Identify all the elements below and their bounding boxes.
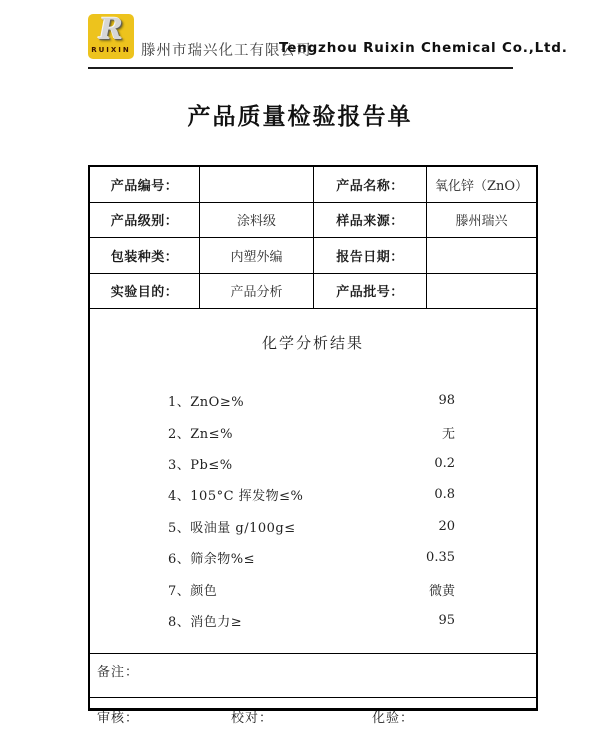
remark-label: 备注： (97, 665, 140, 680)
analysis-item-value: 98 (438, 393, 455, 409)
analysis-item (90, 385, 536, 416)
value-test-purpose: 产品分析 (200, 274, 314, 310)
value-product-code (200, 167, 314, 203)
label-sample-source: 样品来源： (314, 203, 427, 239)
proofread-label: 校对： (231, 711, 274, 726)
info-grid (90, 167, 536, 309)
analysis-item (90, 448, 536, 479)
label-package-type: 包装种类： (90, 238, 200, 274)
analysis-section (90, 332, 536, 654)
value-batch-number (427, 274, 536, 310)
label-product-code: 产品编号： (90, 167, 200, 203)
analysis-item-value: 无 (441, 426, 455, 442)
analysis-item-value: 0.35 (426, 550, 455, 566)
analysis-item-label: 1、ZnO≥% (168, 395, 245, 411)
company-logo (88, 14, 134, 59)
value-sample-source: 滕州瑞兴 (427, 203, 536, 239)
company-name-cn: 滕州市瑞兴化工有限公司 (141, 43, 312, 59)
analysis-item-value: 20 (438, 518, 455, 534)
analysis-item (90, 573, 536, 604)
value-product-name: 氧化锌（ZnO） (427, 167, 536, 203)
label-batch-number: 产品批号： (314, 274, 427, 310)
value-package-type: 内塑外编 (200, 238, 314, 274)
analysis-item-value: 0.8 (434, 487, 455, 503)
label-test-purpose: 实验目的： (90, 274, 200, 310)
analysis-item-value: 微黄 (428, 583, 455, 599)
analysis-item-label: 4、105°C 挥发物≤% (168, 489, 304, 505)
analysis-item-value: 0.2 (434, 455, 455, 471)
signature-row (90, 698, 536, 732)
page-title: 产品质量检验报告单 (187, 104, 413, 130)
analysis-item-label: 2、Zn≤% (168, 426, 233, 442)
analysis-item-label: 6、筛余物%≤ (168, 552, 256, 568)
analysis-item-label: 3、Pb≤% (168, 457, 233, 473)
label-product-name: 产品名称： (314, 167, 427, 203)
analysis-section-title: 化学分析结果 (261, 334, 364, 352)
header-divider (88, 67, 513, 69)
analysis-item-label: 7、颜色 (168, 583, 218, 599)
logo-r-icon: R (98, 14, 124, 46)
value-report-date (427, 238, 536, 274)
remark-row (90, 654, 536, 698)
analysis-item (90, 479, 536, 510)
review-label: 审核： (97, 711, 140, 726)
analysis-item (90, 416, 536, 447)
value-product-grade: 涂料级 (200, 203, 314, 239)
label-product-grade: 产品级别： (90, 203, 200, 239)
report-table (88, 165, 538, 726)
analysis-items (90, 385, 536, 636)
analysis-item (90, 511, 536, 542)
analysis-item-value: 95 (438, 612, 455, 628)
assay-label: 化验： (372, 711, 415, 726)
analysis-item (90, 605, 536, 636)
analysis-item-label: 5、吸油量 g/100g≤ (168, 520, 296, 536)
logo-brand-text: RUIXIN (91, 46, 131, 54)
label-report-date: 报告日期： (314, 238, 427, 274)
analysis-item-label: 8、消色力≥ (168, 614, 243, 630)
analysis-item (90, 542, 536, 573)
company-name-en: Tengzhou Ruixin Chemical Co.,Ltd. (279, 40, 568, 56)
